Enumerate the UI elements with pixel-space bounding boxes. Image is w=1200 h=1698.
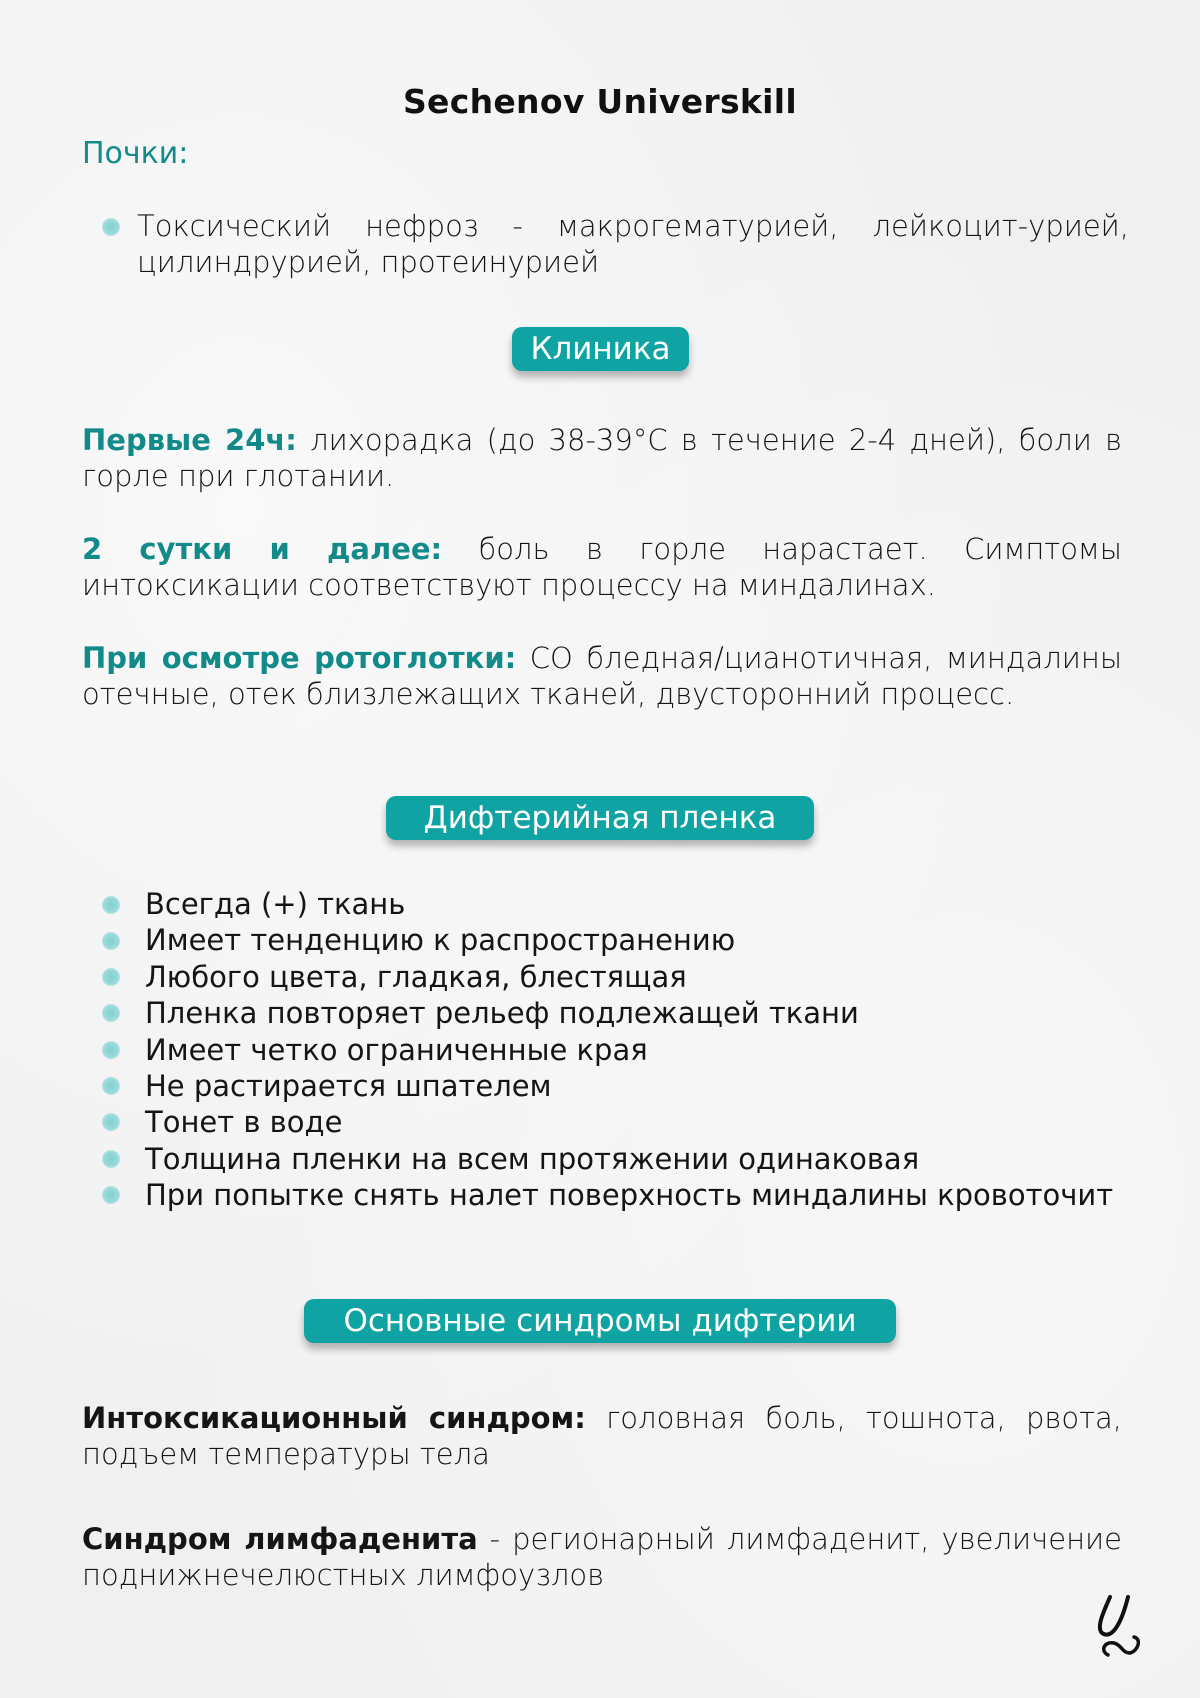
- syndrome-paragraph-lead: Интоксикационный синдром:: [82, 1401, 586, 1435]
- page-title: Sechenov Universkill: [402, 82, 798, 121]
- clinic-heading: Клиника: [512, 327, 689, 371]
- list-item: Не растирается шпателем: [145, 1069, 552, 1104]
- bullet-icon: [102, 1113, 120, 1131]
- kidneys-label: Почки:: [82, 136, 189, 171]
- film-heading: Дифтерийная пленка: [386, 796, 814, 840]
- list-item: Пленка повторяет рельеф подлежащей ткани: [145, 996, 859, 1031]
- syndrome-paragraph-text: - регионарный лимфаденит, увеличение поднижнечелюстных лимфоузлов: [82, 1522, 1122, 1592]
- syndrome-paragraph-text: головная боль, тошнота, рвота, подъем температуры тела: [82, 1401, 1122, 1471]
- list-item: Любого цвета, гладкая, блестящая: [145, 959, 687, 994]
- list-item: Всегда (+) ткань: [145, 887, 406, 921]
- list-item: При попытке снять налет поверхность миндалины кровоточит: [145, 1178, 1114, 1213]
- bullet-icon: [102, 968, 120, 986]
- clinic-paragraph: [82, 640, 1122, 712]
- bullet-icon: [102, 1004, 120, 1022]
- clinic-paragraph-text: СО бледная/цианотичная, миндалины отечные, отек близлежащих тканей, двусторонний процесс.: [82, 641, 1123, 711]
- bullet-icon: [102, 218, 120, 236]
- list-item: Толщина пленки на всем протяжении одинаковая: [145, 1141, 920, 1176]
- syndrome-paragraph-lead: Синдром лимфаденита: [82, 1522, 478, 1556]
- clinic-paragraph-text: лихорадка (до 38-39°С в течение 2-4 дней), боли в горле при глотании.: [82, 423, 1122, 493]
- syndrome-paragraph: [82, 1400, 1122, 1472]
- syndromes-heading: Основные синдромы дифтерии: [304, 1299, 896, 1343]
- film-properties-list: [145, 886, 1135, 1214]
- bullet-icon: [102, 1041, 120, 1059]
- list-item: Тонет в воде: [145, 1105, 343, 1140]
- bullet-icon: [102, 932, 120, 950]
- clinic-paragraph-lead: При осмотре ротоглотки:: [82, 641, 517, 675]
- bullet-icon: [102, 896, 120, 914]
- syndrome-paragraph: [82, 1521, 1122, 1593]
- clinic-paragraph-lead: Первые 24ч:: [82, 423, 297, 457]
- list-item: Имеет четко ограниченные края: [145, 1032, 648, 1067]
- clinic-paragraph: [82, 531, 1122, 603]
- list-item: Имеет тенденцию к распространению: [145, 923, 736, 958]
- clinic-paragraph-lead: 2 сутки и далее:: [82, 532, 443, 566]
- bullet-icon: [102, 1077, 120, 1095]
- universkill-logo-icon: [1090, 1593, 1150, 1665]
- clinic-paragraph: [82, 422, 1122, 494]
- bullet-icon: [102, 1150, 120, 1168]
- clinic-paragraph-text: боль в горле нарастает. Симптомы интоксикации соответствуют процессу на миндалинах.: [82, 532, 1123, 602]
- kidneys-item: Токсический нефроз - макрогематурией, лейкоцит-урией, цилиндрурией, протеинурией: [137, 209, 1129, 279]
- bullet-icon: [102, 1186, 120, 1204]
